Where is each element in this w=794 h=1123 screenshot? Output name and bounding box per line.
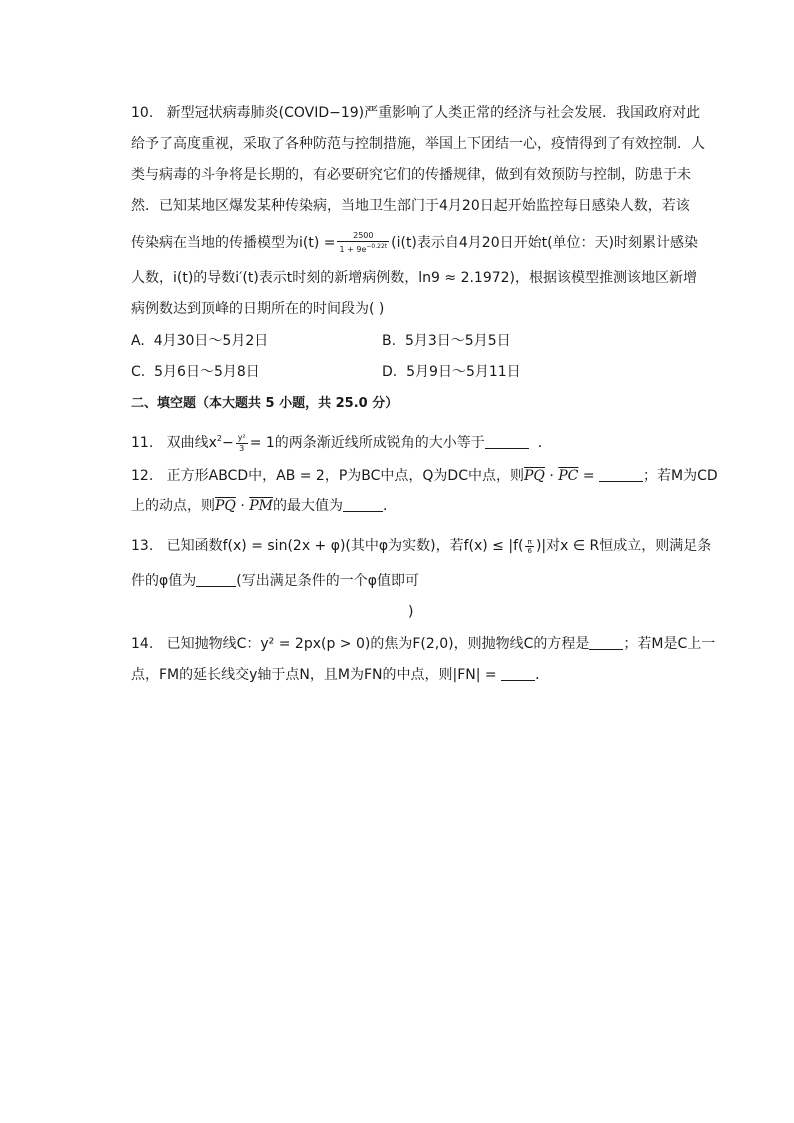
q10-text-7: 病例数达到顶峰的日期所在的时间段为( ) xyxy=(131,301,385,317)
q13-text-line2-a: 件的φ值为 xyxy=(131,573,197,589)
q10-option-c xyxy=(131,362,260,382)
q11-line-1: 11. 双曲线$x^2-$ $\frac{\text{y²}}{3}$ = 1的两条渐近线所成锐角的大小等于 ． xyxy=(131,432,552,453)
q14-period: ． xyxy=(535,667,550,683)
q12-line-1 xyxy=(131,466,718,486)
q12-vector-pq-2: $\overline{PQ}$ xyxy=(215,498,236,514)
q10-model-prefix: 传染病在当地的传播模型为i(t) = xyxy=(131,235,336,251)
q13-line-1 xyxy=(131,536,711,556)
q12-vector-pq: $\overline{PQ}$ xyxy=(524,468,545,484)
q13-line-3: ) xyxy=(408,604,414,620)
q10-model-fraction xyxy=(337,231,389,255)
q10-line-1 xyxy=(131,103,700,123)
q13-line-2 xyxy=(131,571,419,591)
q10-option-d xyxy=(382,362,521,382)
q14-answer-blank-2[interactable] xyxy=(501,666,535,681)
q10-text-6: 人数，i(t)的导数i′(t)表示t时刻的新增病例数，ln9 ≈ 2.1972)，根据该模型推测该地区新增 xyxy=(131,270,698,286)
q11-answer-blank[interactable] xyxy=(485,434,529,449)
q12-vector-pc: $\overline{PC}$ xyxy=(558,468,579,484)
q13-number: 13. xyxy=(131,538,154,554)
q12-line-2 xyxy=(131,496,397,516)
q14-text-line2-a: 点，FM的延长线交y轴于点N，且M为FN的中点，则|FN| = xyxy=(131,667,502,683)
q14-text-a: 已知抛物线C：y² = 2px(p > 0)的焦为F(2,0)，则抛物线C的方程是 xyxy=(166,636,590,652)
q10-frac-exponent: −0.22t xyxy=(366,243,388,250)
q14-answer-blank-1[interactable] xyxy=(589,635,623,650)
q12-answer-blank-1[interactable] xyxy=(599,467,643,482)
q10-text-1: 新型冠状病毒肺炎(COVID−19)严重影响了人类正常的经济与社会发展．我国政府对此 xyxy=(166,105,701,121)
q13-text-a: 已知函数f(x) = sin(2x + φ)(其中φ为实数)，若f(x) ≤ |f( xyxy=(166,538,524,554)
q12-text-line2-b: 的最大值为 xyxy=(273,498,344,514)
q12-dot-1: · xyxy=(544,468,559,484)
q11-text-c: = 1的两条渐近线所成锐角的大小等于 xyxy=(249,435,485,451)
q14-text-b: ；若M是C上一 xyxy=(623,636,716,652)
q12-answer-blank-2[interactable] xyxy=(343,497,383,512)
q14-line-1 xyxy=(131,634,715,654)
q10-line-5 xyxy=(131,231,698,255)
q13-text-b: )|对x ∈ R恒成立，则满足条 xyxy=(535,538,712,554)
q10-number: 10. xyxy=(131,105,154,121)
q12-period: ． xyxy=(383,498,398,514)
option-c-label: C. xyxy=(131,364,146,380)
q10-option-a xyxy=(131,331,268,351)
q12-text-c: ；若M为CD xyxy=(643,468,718,484)
q10-line-3 xyxy=(131,165,691,185)
q10-line-2 xyxy=(131,134,705,154)
q10-line-4 xyxy=(131,196,690,216)
q10-text-4: 然．已知某地区爆发某种传染病，当地卫生部门于4月20日起开始监控每日感染人数，若该 xyxy=(131,198,690,214)
q12-text-a: 正方形ABCD中，AB = 2，P为BC中点，Q为DC中点，则 xyxy=(166,468,524,484)
q13-fraction xyxy=(525,538,533,555)
option-d-label: D. xyxy=(382,364,398,380)
q10-text-2: 给予了高度重视，采取了各种防范与控制措施，举国上下团结一心，疫情得到了有效控制．人 xyxy=(131,136,705,152)
q11-frac-numerator: y² xyxy=(237,432,246,442)
q12-number: 12. xyxy=(131,468,154,484)
q13-frac-numerator: π xyxy=(525,538,533,547)
q11-number: 11. xyxy=(131,435,154,451)
q13-frac-denominator: 6 xyxy=(527,546,532,555)
q12-equals: = xyxy=(578,468,600,484)
option-b-text: 5月3日～5月5日 xyxy=(404,333,511,349)
q13-text-line2-b: (写出满足条件的一个φ值即可 xyxy=(236,573,419,589)
q14-line-2 xyxy=(131,665,549,685)
q11-frac-denominator: 3 xyxy=(239,443,245,453)
q11-period: ． xyxy=(537,435,552,451)
q14-number: 14. xyxy=(131,636,154,652)
q13-answer-blank[interactable] xyxy=(196,572,236,587)
option-a-label: A. xyxy=(131,333,145,349)
q10-line-7 xyxy=(131,299,384,319)
q11-text-a: 双曲线x xyxy=(166,435,217,451)
q10-frac-numerator: 2500 xyxy=(337,231,389,242)
q10-text-3: 类与病毒的斗争将是长期的，有必要研究它们的传播规律，做到有效预防与控制，防患于未 xyxy=(131,167,691,183)
option-b-label: B. xyxy=(382,333,397,349)
q12-vector-pm: $\overline{PM}$ xyxy=(249,498,274,514)
section-2-title: 二、填空题（本大题共 5 小题，共 25.0 分） xyxy=(131,396,399,411)
option-a-text: 4月30日～5月2日 xyxy=(153,333,269,349)
q10-frac-denominator xyxy=(337,242,389,255)
q12-dot-2: · xyxy=(235,498,250,514)
q11-minus: − xyxy=(222,435,234,451)
q10-frac-den-base: 1 + 9e xyxy=(339,245,367,254)
q12-text-line2-a: 上的动点，则 xyxy=(131,498,215,514)
option-d-text: 5月9日～5月11日 xyxy=(406,364,521,380)
q11-fraction xyxy=(236,433,248,454)
q10-line-6 xyxy=(131,268,697,288)
q10-option-b xyxy=(382,331,511,351)
option-c-text: 5月6日～5月8日 xyxy=(154,364,260,380)
q10-model-suffix: (i(t)表示自4月20日开始t(单位：天)时刻累计感染 xyxy=(391,235,699,251)
